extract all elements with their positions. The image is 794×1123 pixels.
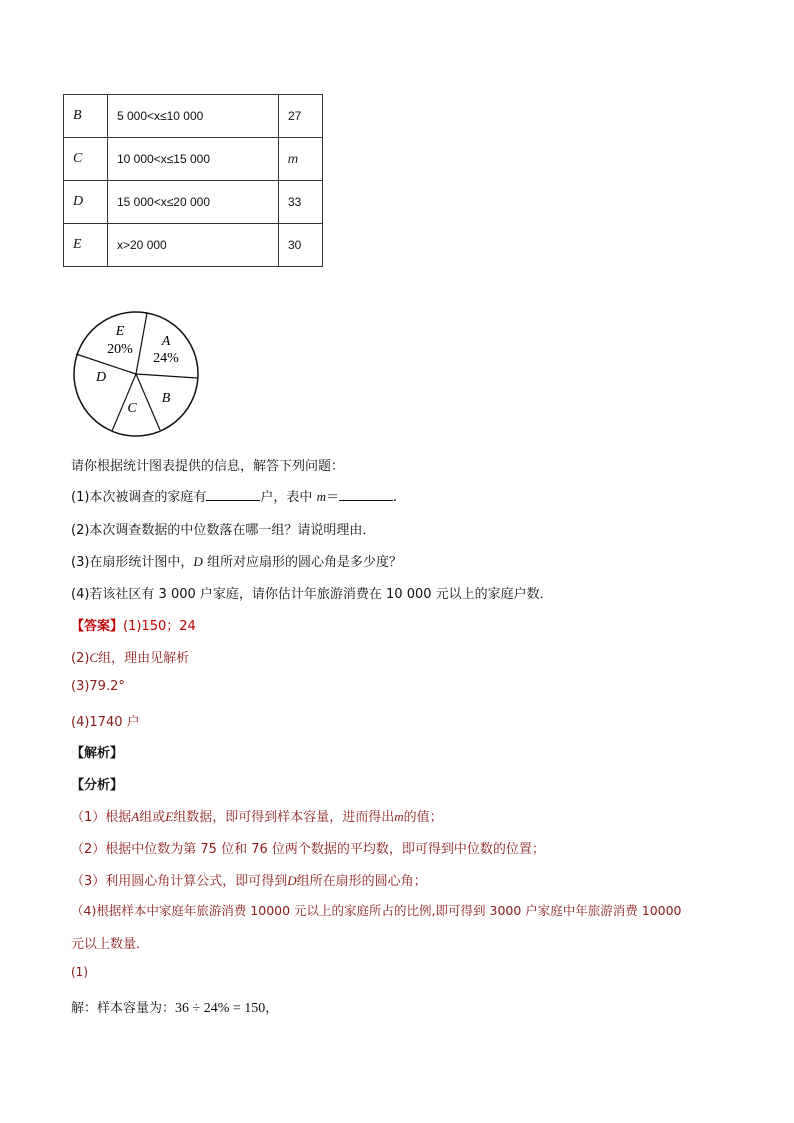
- answer-4: (4)1740 户: [71, 715, 140, 730]
- q1-equals: ＝: [325, 490, 339, 505]
- p1-text-d: 的值；: [403, 810, 443, 825]
- table-row: [64, 95, 323, 138]
- answer-line-1: [71, 615, 196, 634]
- answer-blank: [206, 488, 260, 501]
- analysis-subtag: 【分析】: [71, 778, 124, 793]
- p3-text-a: （3）利用圆心角计算公式，即可得到: [71, 874, 288, 889]
- p1-group-a: A: [131, 809, 140, 824]
- range-cell: x>20 000: [108, 224, 279, 267]
- solution-number: (1): [71, 965, 88, 979]
- pie-label-b: B: [161, 391, 171, 406]
- solution-line: [71, 997, 278, 1017]
- group-cell: D: [64, 181, 108, 224]
- question-1: [71, 486, 397, 505]
- q3-text-b: 组所对应扇形的圆心角是多少度？: [202, 555, 402, 570]
- q3-variable-d: D: [193, 554, 203, 569]
- solution-end: ，: [265, 1001, 279, 1016]
- answer-line-2: [71, 647, 189, 666]
- analysis-point-2: （2）根据中位数为第 75 位和 76 位两个数据的平均数，即可得到中位数的位置；: [71, 842, 545, 857]
- answer-2-a: (2): [71, 651, 90, 666]
- count-cell: 27: [279, 95, 323, 138]
- pie-label-e: E: [115, 324, 125, 339]
- q1-period: .: [392, 490, 398, 505]
- pie-pct-e: 20%: [107, 342, 133, 357]
- p1-text-c: 组数据，即可得到样本容量，进而得出: [173, 810, 395, 825]
- analysis-point-4-line-1: （4)根据样本中家庭年旅游消费 10000 元以上的家庭所占的比例,即可得到 3000 户家庭中年旅游消费 10000: [71, 903, 682, 918]
- count-cell: m: [279, 138, 323, 181]
- question-2: (2)本次调查数据的中位数落在哪一组？请说明理由．: [71, 523, 376, 538]
- answer-3: (3)79.2°: [71, 679, 125, 694]
- analysis-point-3: [71, 870, 427, 889]
- frequency-table: [63, 94, 323, 267]
- answer-tag: 【答案】: [71, 619, 124, 634]
- q1-text-a: (1)本次被调查的家庭有: [71, 490, 207, 505]
- pie-label-c: C: [127, 401, 137, 416]
- analysis-tag: 【解析】: [71, 746, 124, 761]
- p3-group-d: D: [287, 873, 297, 888]
- range-cell: 15 000<x≤20 000: [108, 181, 279, 224]
- answer-blank: [339, 488, 393, 501]
- answer-1: (1)150；24: [123, 619, 196, 634]
- question-4: (4)若该社区有 3 000 户家庭，请你估计年旅游消费在 10 000 元以上的家庭户数．: [71, 587, 553, 602]
- q1-variable-m: m: [316, 489, 326, 504]
- pie-pct-a: 24%: [153, 351, 179, 366]
- p1-text-b: 组或: [139, 810, 166, 825]
- count-cell: 33: [279, 181, 323, 224]
- count-cell: 30: [279, 224, 323, 267]
- p3-text-b: 组所在扇形的圆心角；: [296, 874, 427, 889]
- q3-text-a: (3)在扇形统计图中，: [71, 555, 194, 570]
- questions-intro: 请你根据统计图表提供的信息，解答下列问题：: [71, 459, 345, 474]
- answer-2-b: 组，理由见解析: [98, 651, 190, 666]
- table-row: [64, 138, 323, 181]
- q1-text-b: 户，表中: [260, 490, 317, 505]
- pie-chart: [70, 308, 202, 440]
- solution-formula: 36 ÷ 24% = 150: [175, 1001, 266, 1016]
- analysis-point-4-line-2: 元以上数量．: [71, 937, 150, 952]
- question-3: [71, 551, 402, 570]
- p1-group-e: E: [165, 809, 174, 824]
- p1-text-a: （1）根据: [71, 810, 132, 825]
- p1-variable-m: m: [394, 809, 404, 824]
- answer-2-group: C: [89, 650, 99, 665]
- group-cell: E: [64, 224, 108, 267]
- range-cell: 5 000<x≤10 000: [108, 95, 279, 138]
- table-row: [64, 224, 323, 267]
- group-cell: B: [64, 95, 108, 138]
- analysis-point-1: [71, 806, 443, 825]
- solution-text: 解：样本容量为：: [71, 1001, 176, 1016]
- table-row: [64, 181, 323, 224]
- group-cell: C: [64, 138, 108, 181]
- range-cell: 10 000<x≤15 000: [108, 138, 279, 181]
- pie-label-a: A: [161, 334, 171, 349]
- pie-label-d: D: [95, 370, 107, 385]
